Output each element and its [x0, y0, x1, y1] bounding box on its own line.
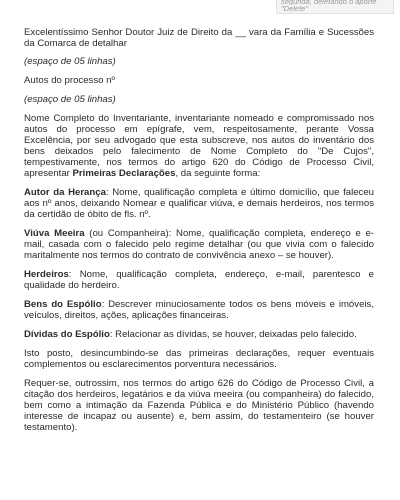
intro-text: Nome Completo do Inventariante, inventariante nomeado e compromissado nos autos do processo em epígrafe, vem, respeitosamente, perante Vossa Excelência, por seu advogado que esta subscreve, nos autos do inventário dos bens deixados pelo falecimento de Nome Completo do "De Cujos", tempestivamente, nos termos do artigo 620 do Código de Processo Civil, apresentar — [24, 113, 374, 179]
bens-label: Bens do Espólio — [24, 299, 102, 310]
intro-end: , da seguinte forma: — [175, 168, 261, 179]
dividas-paragraph — [24, 329, 374, 340]
heranca-label: Autor da Herança — [24, 187, 106, 198]
intro-bold: Primeiras Declarações — [72, 168, 176, 179]
dividas-text: : Relacionar as dívidas, se houver, deixadas pelo falecido. — [109, 329, 357, 340]
viuva-text: (ou Companheira): Nome, qualificação completa, endereço e e-mail, casada com o falecido pelo regime detalhar (ou que vivia com o falecido maritalmente nos termos do contrato de convivência anexo – se houver). — [24, 228, 374, 261]
corner-note — [276, 0, 394, 14]
herdeiros-text: : Nome, qualificação completa, endereço, e-mail, parentesco e qualidade do herdeiro. — [24, 269, 374, 291]
heranca-text: : Nome, qualificação completa e último domicílio, que faleceu aos nº anos, deixando Nomear e qualificar viúva, e demais herdeiros, nos termos da certidão de óbito de fls. nº. — [24, 187, 375, 220]
addressee: Excelentíssimo Senhor Doutor Juiz de Direito da __ vara da Família e Sucessões da Comarca de detalhar — [24, 27, 374, 49]
viuva-paragraph — [24, 228, 374, 261]
herdeiros-label: Herdeiros — [24, 269, 69, 280]
dividas-label: Dívidas do Espólio — [24, 329, 110, 340]
corner-note-line-1: segunda, deletando o aporte — [281, 0, 377, 5]
spacer-note-1: (espaço de 05 linhas) — [24, 56, 116, 67]
spacer-note-2: (espaço de 05 linhas) — [24, 94, 116, 105]
heranca-paragraph — [24, 187, 374, 220]
corner-note-line-2: "Delete" — [281, 4, 309, 13]
bens-paragraph — [24, 299, 374, 321]
intro-paragraph — [24, 113, 374, 179]
herdeiros-paragraph — [24, 269, 374, 291]
closing-paragraph-2: Requer-se, outrossim, nos termos do artigo 626 do Código de Processo Civil, a citação dos herdeiros, legatários e da viúva meeira (ou companheira) do falecido, bem como a intimação da Fazenda Pública e do Ministério Público (havendo interesse de incapaz ou ausente) e, bem assim, do testamenteiro (se houver testamento). — [24, 378, 374, 433]
closing-paragraph-1: Isto posto, desincumbindo-se das primeiras declarações, requer eventuais complementos ou esclarecimentos porventura necessários. — [24, 348, 374, 370]
viuva-label: Viúva Meeira — [24, 228, 85, 239]
bens-text: : Descrever minuciosamente todos os bens móveis e imóveis, veículos, direitos, ações, aplicações financeiras. — [24, 299, 374, 321]
process-number: Autos do processo nº — [24, 75, 115, 86]
document-page — [24, 27, 374, 441]
